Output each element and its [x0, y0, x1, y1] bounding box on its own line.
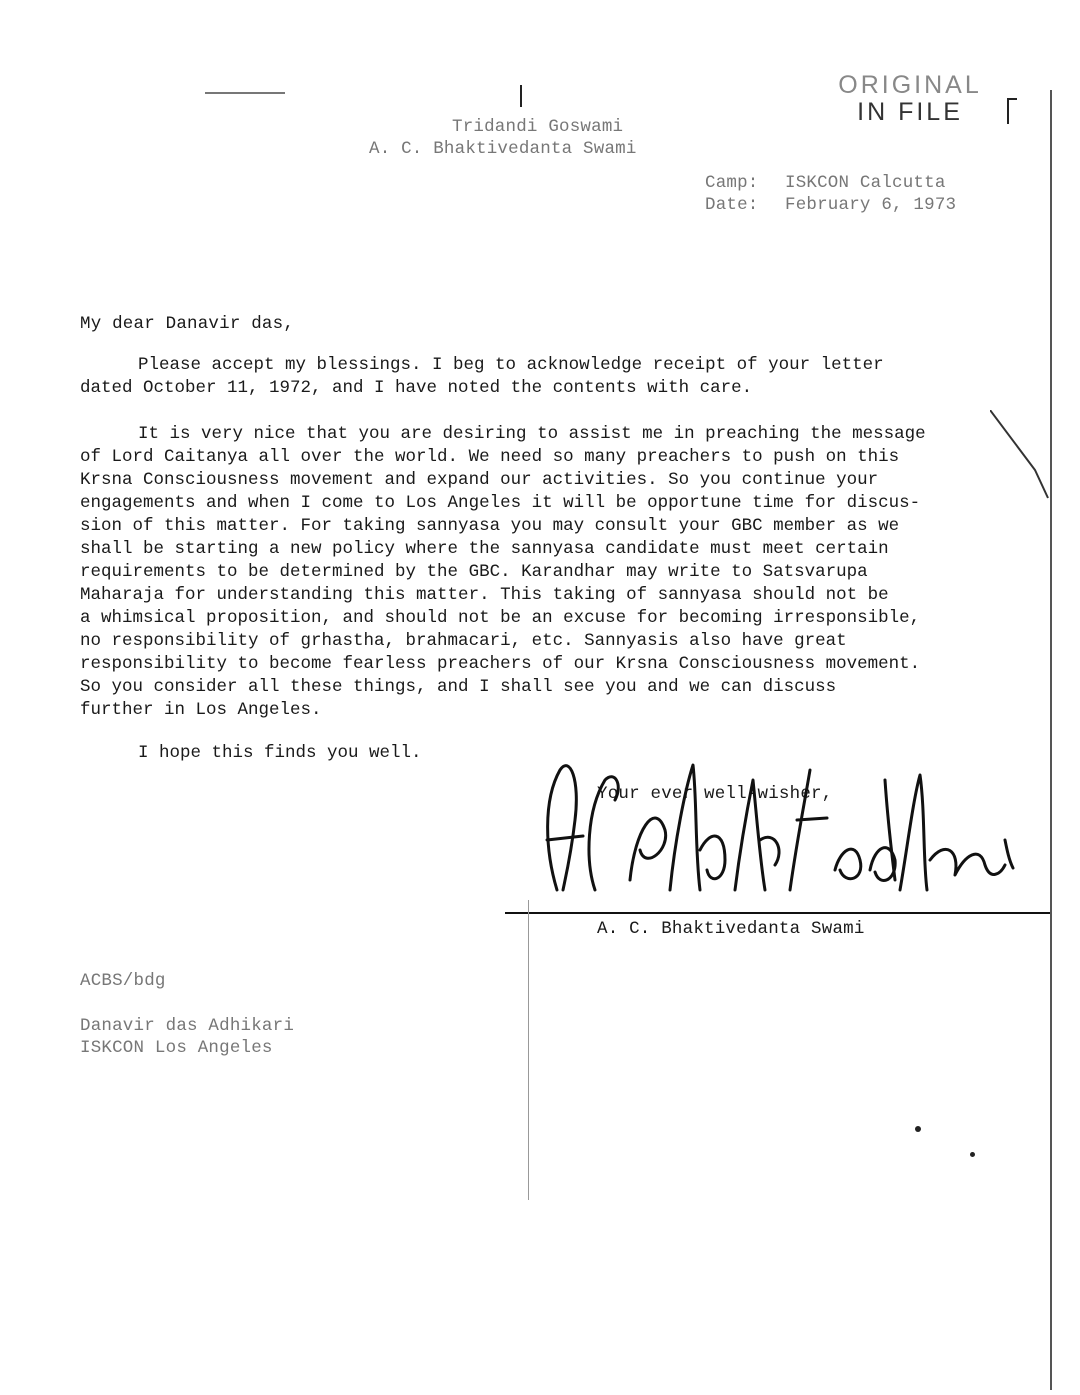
date-value: February 6, 1973	[785, 195, 957, 215]
letterhead-name: A. C. Bhaktivedanta Swami	[369, 139, 637, 159]
camp-value: ISKCON Calcutta	[785, 173, 946, 193]
signature-rule	[505, 912, 1050, 914]
scan-mark	[205, 92, 285, 94]
paragraph-line: Please accept my blessings. I beg to acknowledge receipt of your letter	[138, 355, 884, 375]
scan-edge-line	[1050, 90, 1052, 1390]
paragraph-line: engagements and when I come to Los Angeles it will be opportune time for discus-	[80, 493, 921, 513]
stamp-line-2: IN FILE	[857, 98, 963, 126]
paragraph-line: responsibility to become fearless preachers of our Krsna Consciousness movement.	[80, 654, 921, 674]
handwritten-signature	[535, 740, 1025, 905]
paragraph-line: So you consider all these things, and I shall see you and we can discuss	[80, 677, 837, 697]
paragraph-line: sion of this matter. For taking sannyasa you may consult your GBC member as we	[80, 516, 900, 536]
original-in-file-stamp	[830, 72, 990, 126]
scan-edge-curve	[990, 410, 1050, 500]
paragraph-line: Krsna Consciousness movement and expand our activities. So you continue your	[80, 470, 879, 490]
recipient-location: ISKCON Los Angeles	[80, 1038, 273, 1058]
printed-signature: A. C. Bhaktivedanta Swami	[597, 919, 865, 939]
scan-dot	[915, 1126, 921, 1132]
paragraph-line: of Lord Caitanya all over the world. We need so many preachers to push on this	[80, 447, 900, 467]
paragraph-line: requirements to be determined by the GBC. Karandhar may write to Satsvarupa	[80, 562, 868, 582]
paragraph-line: It is very nice that you are desiring to assist me in preaching the message	[138, 424, 926, 444]
initials: ACBS/bdg	[80, 971, 166, 991]
scan-mark	[1007, 98, 1009, 124]
paragraph-line: a whimsical proposition, and should not be an excuse for becoming irresponsible,	[80, 608, 921, 628]
paragraph-2	[80, 423, 1010, 722]
closing: Your ever well-wisher,	[597, 784, 833, 804]
paragraph-line: further in Los Angeles.	[80, 700, 322, 720]
paragraph-line: dated October 11, 1972, and I have noted the contents with care.	[80, 378, 753, 398]
scan-mark	[520, 85, 522, 107]
scan-dot	[970, 1152, 975, 1157]
paragraph-line: shall be starting a new policy where the sannyasa candidate must meet certain	[80, 539, 889, 559]
date-label: Date:	[705, 195, 759, 215]
camp-label: Camp:	[705, 173, 759, 193]
paragraph-1	[80, 354, 1010, 400]
paragraph-line: I hope this finds you well.	[138, 743, 422, 763]
paragraph-line: Maharaja for understanding this matter. This taking of sannyasa should not be	[80, 585, 889, 605]
salutation: My dear Danavir das,	[80, 314, 295, 334]
letterhead-title: Tridandi Goswami	[452, 117, 624, 137]
scan-mark	[528, 900, 529, 1200]
recipient-name: Danavir das Adhikari	[80, 1016, 295, 1036]
scan-mark	[1007, 98, 1017, 100]
paragraph-line: no responsibility of grhastha, brahmacari, etc. Sannyasis also have great	[80, 631, 847, 651]
stamp-line-1: ORIGINAL	[838, 71, 982, 99]
